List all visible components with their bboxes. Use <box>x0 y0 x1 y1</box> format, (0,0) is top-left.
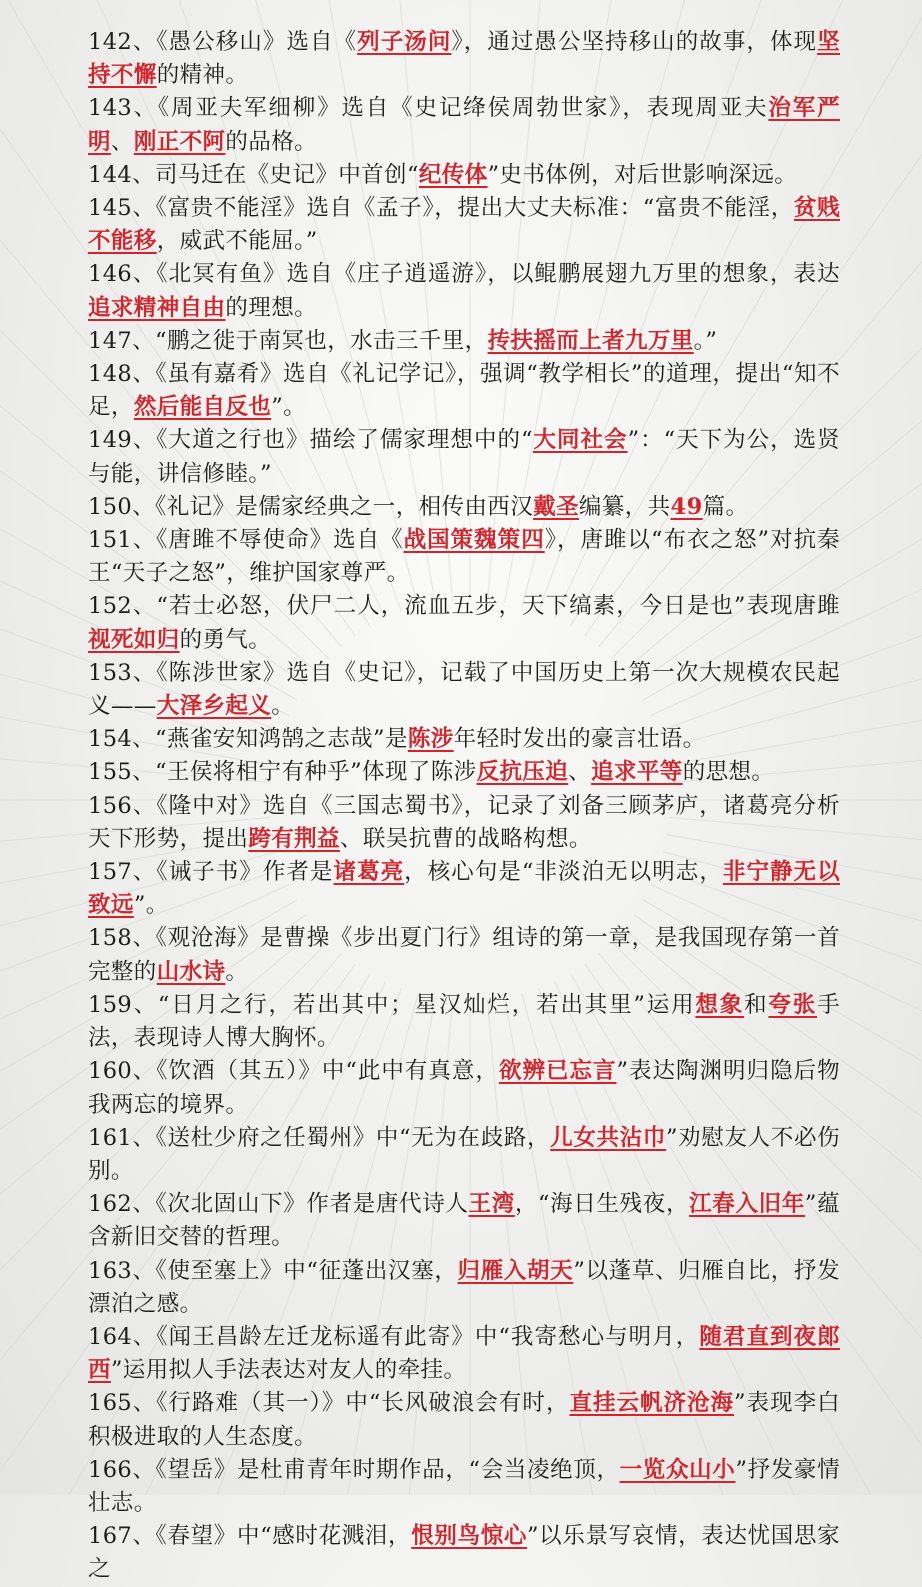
highlighted-answer: 大泽乡起义 <box>156 693 272 720</box>
item-text: 167、《春望》中“感时花溅泪， <box>88 1523 412 1550</box>
highlighted-answer: 儿女共沾巾 <box>550 1124 666 1151</box>
highlighted-answer: 欲辨已忘言 <box>498 1058 617 1085</box>
item-text: 163、《使至塞上》中“征蓬出汉塞， <box>88 1257 458 1284</box>
list-item <box>88 26 840 92</box>
item-text: 155、“王侯将相宁有种乎”体现了陈涉 <box>88 759 477 786</box>
highlighted-answer: 贫贱不能移 <box>88 195 840 255</box>
highlighted-answer: 抟扶摇而上者九万里 <box>487 327 694 354</box>
list-item <box>88 989 840 1055</box>
item-text: ”以蓬草、归雁自比，抒发漂泊之感。 <box>88 1257 840 1317</box>
highlighted-answer: 直挂云帆济沧海 <box>569 1390 735 1417</box>
item-text: 。” <box>693 327 718 354</box>
highlighted-answer: 跨有荆益 <box>248 825 340 852</box>
highlighted-answer: 治军严明 <box>88 95 840 155</box>
item-text: 编纂，共 <box>578 493 671 520</box>
list-item <box>88 491 840 524</box>
item-text: ”表达陶渊明归隐后物我两忘的境界。 <box>88 1058 840 1118</box>
item-text: 手法，表现诗人博大胸怀。 <box>88 991 840 1052</box>
item-text: 162、《次北固山下》作者是唐代诗人 <box>88 1191 469 1218</box>
item-text: ”。 <box>271 394 307 421</box>
list-item <box>88 258 840 324</box>
list-item <box>88 1188 840 1254</box>
item-text: ，核心句是“非淡泊无以明志， <box>404 859 723 886</box>
item-text: 的精神。 <box>156 62 249 89</box>
item-text: ”抒发豪情壮志。 <box>88 1456 840 1516</box>
item-text: 160、《饮酒（其五）》中“此中有真意， <box>88 1058 499 1085</box>
item-text: 148、《虽有嘉肴》选自《礼记学记》，强调“教学相长”的道理，提出“知不足， <box>88 361 840 421</box>
item-text: ”蕴含新旧交替的哲理。 <box>88 1191 840 1251</box>
highlighted-answer: 诸葛亮 <box>333 859 405 886</box>
highlighted-answer: 追求平等 <box>591 759 683 786</box>
highlighted-answer: 想象 <box>695 991 745 1018</box>
list-item <box>88 723 840 756</box>
item-text: 157、《诫子书》作者是 <box>88 859 334 886</box>
item-text: 154、“燕雀安知鸿鹄之志哉”是 <box>88 726 408 753</box>
item-text: 、联吴抗曹的战略构想。 <box>339 825 592 852</box>
list-item <box>88 424 840 490</box>
item-text: 144、司马迁在《史记》中首创“ <box>88 161 419 188</box>
item-text: ”运用拟人手法表达对友人的牵挂。 <box>110 1357 467 1384</box>
highlighted-answer: 一览众山小 <box>619 1456 736 1483</box>
item-text: 151、《唐雎不辱使命》选自《 <box>88 527 404 554</box>
highlighted-answer: 王湾 <box>468 1191 515 1218</box>
highlighted-answer: 山水诗 <box>156 958 226 985</box>
highlighted-answer: 戴圣 <box>533 493 579 520</box>
highlighted-answer: 陈涉 <box>407 726 454 753</box>
item-text: ，威武不能屈。” <box>156 228 318 255</box>
item-text: 147、“鹏之徙于南冥也，水击三千里， <box>88 327 488 354</box>
item-text: ”以乐景写哀情，表达忧国思家之 <box>88 1523 840 1583</box>
highlighted-answer: 恨别鸟惊心 <box>411 1523 528 1550</box>
list-item <box>88 1255 840 1321</box>
list-item <box>88 1321 840 1387</box>
highlighted-answer: 反抗压迫 <box>476 759 569 786</box>
highlighted-answer: 非宁静无以致远 <box>88 859 840 919</box>
item-text: ，“海日生残夜， <box>514 1191 690 1218</box>
highlighted-answer: 纪传体 <box>418 161 488 188</box>
item-text: 166、《望岳》是杜甫青年时期作品，“会当凌绝顶， <box>88 1456 620 1483</box>
item-text: 165、《行路难（其一）》中“长风破浪会有时， <box>88 1390 570 1417</box>
item-text: 的理想。 <box>225 294 318 321</box>
item-text: 143、《周亚夫军细柳》选自《史记绛侯周勃世家》，表现周亚夫 <box>88 95 769 122</box>
highlighted-answer: 随君直到夜郎西 <box>88 1323 841 1384</box>
item-text: ”：“天下为公，选贤与能，讲信修睦。” <box>88 427 840 487</box>
item-text: ”表现李白积极进取的人生态度。 <box>88 1390 840 1450</box>
list-item <box>88 1122 840 1188</box>
list-item <box>88 856 840 922</box>
item-text: 》，通过愚公坚持移山的故事，体现 <box>451 29 818 55</box>
item-text: 的勇气。 <box>179 626 272 653</box>
item-text: 的思想。 <box>682 759 775 786</box>
highlighted-answer: 大同社会 <box>532 427 628 454</box>
list-item <box>88 790 840 856</box>
list-item <box>88 756 840 789</box>
item-text: 。 <box>225 958 249 985</box>
list-item <box>88 192 840 258</box>
highlighted-answer: 归雁入胡天 <box>457 1257 574 1284</box>
item-text: 142、《愚公移山》选自《 <box>88 29 358 55</box>
item-text: 年轻时发出的豪言壮语。 <box>453 726 706 753</box>
list-item <box>88 1520 840 1586</box>
highlighted-answer: 战国策魏策四 <box>403 527 545 554</box>
item-text: 159、“日月之行，若出其中；星汉灿烂，若出其里”运用 <box>88 991 696 1018</box>
list-item <box>88 358 840 424</box>
item-text: 、 <box>110 128 134 155</box>
item-text: 149、《大道之行也》描绘了儒家理想中的“ <box>88 427 533 454</box>
item-text: 153、《陈涉世家》选自《史记》，记载了中国历史上第一次大规模农民起义—— <box>88 659 840 720</box>
document-page <box>88 26 840 1587</box>
item-text: 。 <box>271 693 295 720</box>
list-item <box>88 657 840 723</box>
item-text: 146、《北冥有鱼》选自《庄子逍遥游》，以鲲鹏展翅九万里的想象，表达 <box>88 261 840 288</box>
item-text: 150、《礼记》是儒家经典之一，相传由西汉 <box>88 493 534 520</box>
list-item <box>88 1387 840 1453</box>
highlighted-answer: 列子汤问 <box>357 29 452 55</box>
item-text: ”。 <box>133 892 169 919</box>
highlighted-answer: 视死如归 <box>88 626 180 653</box>
list-item <box>88 524 840 590</box>
item-text: ”劝慰友人不必伤别。 <box>88 1124 840 1184</box>
item-text: ”史书体例，对后世影响深远。 <box>487 161 798 188</box>
item-text: 145、《富贵不能淫》选自《孟子》，提出大丈夫标准：“富贵不能淫， <box>88 195 794 222</box>
item-text: 161、《送杜少府之任蜀州》中“无为在歧路， <box>88 1124 551 1151</box>
highlighted-answer: 追求精神自由 <box>88 294 226 321</box>
highlighted-answer: 刚正不阿 <box>133 128 226 155</box>
item-text: 的品格。 <box>225 128 318 155</box>
list-item <box>88 590 840 656</box>
list-item <box>88 92 840 158</box>
item-text: 和 <box>744 991 769 1018</box>
list-item <box>88 922 840 988</box>
list-item <box>88 1055 840 1121</box>
list-item <box>88 1454 840 1520</box>
highlighted-answer: 坚持不懈 <box>88 29 841 89</box>
item-text: 158、《观沧海》是曹操《步出夏门行》组诗的第一章，是我国现存第一首完整的 <box>88 925 840 985</box>
list-item <box>88 325 840 358</box>
highlighted-answer: 江春入旧年 <box>689 1191 805 1218</box>
list-item <box>88 159 840 192</box>
highlighted-answer: 然后能自反也 <box>133 394 272 421</box>
item-text: 、 <box>568 759 592 786</box>
item-text: 》，唐雎以“布衣之怒”对抗秦王“天子之怒”，维护国家尊严。 <box>88 527 840 587</box>
item-text: 篇。 <box>702 493 749 520</box>
highlighted-answer: 夸张 <box>768 991 818 1018</box>
item-text: 152、“若士必怒，伏尸二人，流血五步，天下缟素，今日是也”表现唐雎 <box>88 593 840 620</box>
highlighted-answer: 49 <box>670 493 703 520</box>
item-text: 156、《隆中对》选自《三国志蜀书》，记录了刘备三顾茅庐，诸葛亮分析天下形势，提出 <box>88 792 840 852</box>
item-text: 164、《闻王昌龄左迁龙标遥有此寄》中“我寄愁心与明月， <box>88 1323 700 1350</box>
